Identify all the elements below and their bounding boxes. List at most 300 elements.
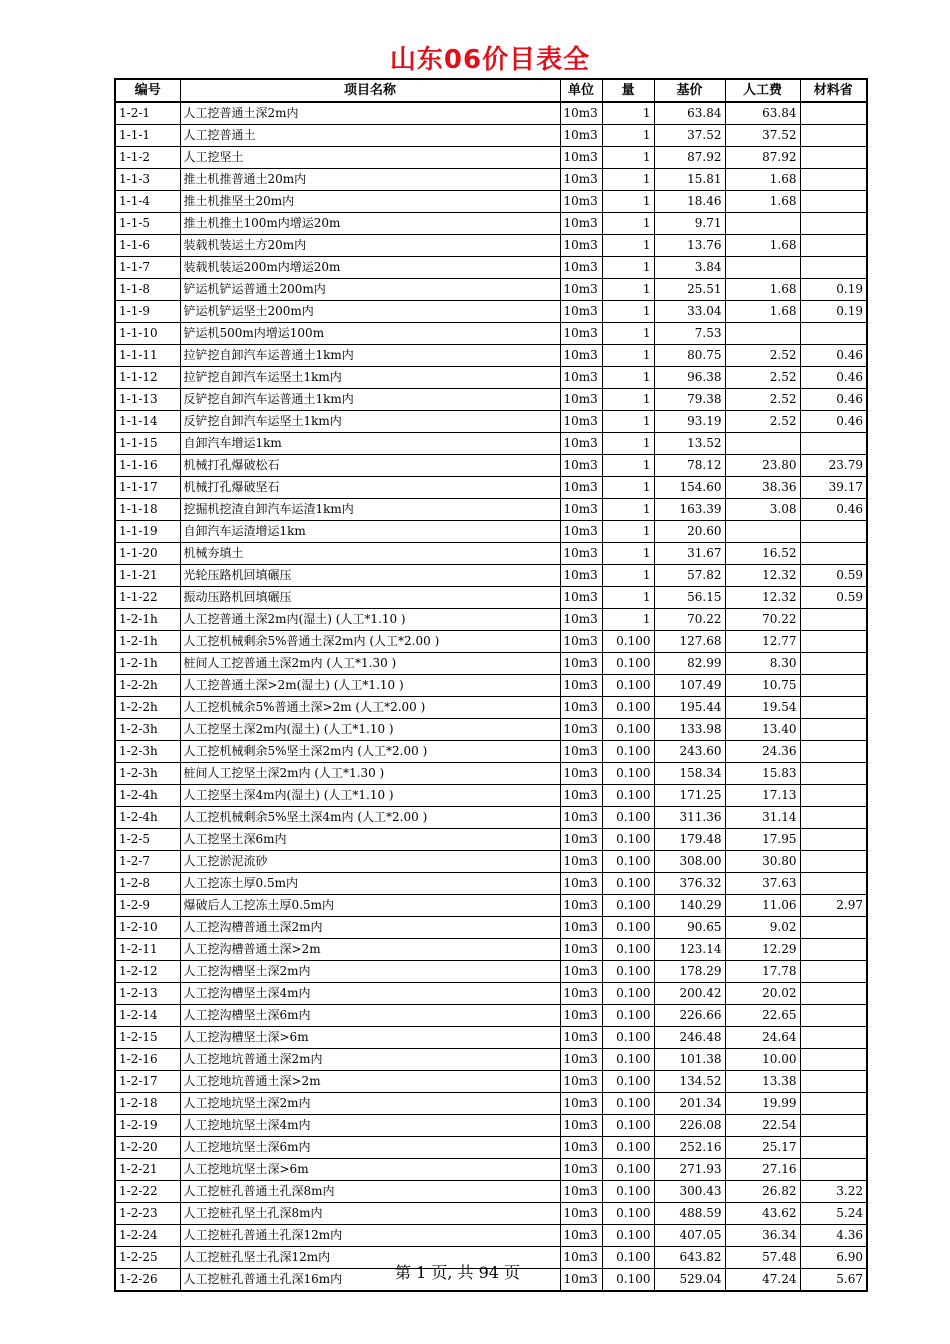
cell-quantity: 0.100 [602,939,654,961]
cell-base-price: 31.67 [654,543,725,565]
cell-base-price: 226.66 [654,1005,725,1027]
cell-base-price: 82.99 [654,653,725,675]
cell-code: 1-1-17 [115,477,180,499]
cell-material-cost [800,829,867,851]
cell-unit: 10m3 [560,807,602,829]
cell-material-cost [800,1005,867,1027]
cell-code: 1-1-9 [115,301,180,323]
cell-item-name: 铲运机500m内增运100m [180,323,560,345]
cell-item-name: 推土机推坚土20m内 [180,191,560,213]
cell-quantity: 0.100 [602,1005,654,1027]
table-row [115,807,867,829]
table-row [115,279,867,301]
table-row [115,851,867,873]
table-row [115,1093,867,1115]
cell-base-price: 134.52 [654,1071,725,1093]
cell-code: 1-2-21 [115,1159,180,1181]
cell-code: 1-1-20 [115,543,180,565]
cell-material-cost [800,719,867,741]
table-row [115,609,867,631]
cell-code: 1-2-10 [115,917,180,939]
cell-unit: 10m3 [560,851,602,873]
cell-quantity: 0.100 [602,1247,654,1269]
cell-base-price: 154.60 [654,477,725,499]
cell-labor-cost: 2.52 [725,367,800,389]
table-row [115,1071,867,1093]
table-row [115,565,867,587]
cell-item-name: 人工挖地坑坚土深2m内 [180,1093,560,1115]
cell-base-price: 488.59 [654,1203,725,1225]
cell-code: 1-2-15 [115,1027,180,1049]
cell-base-price: 300.43 [654,1181,725,1203]
cell-material-cost [800,917,867,939]
cell-item-name: 人工挖机械余5%普通土深>2m (人工*2.00 ) [180,697,560,719]
cell-material-cost [800,1137,867,1159]
table-row [115,741,867,763]
cell-base-price: 78.12 [654,455,725,477]
cell-quantity: 0.100 [602,917,654,939]
cell-material-cost [800,1027,867,1049]
cell-base-price: 252.16 [654,1137,725,1159]
cell-item-name: 人工挖沟槽坚土深4m内 [180,983,560,1005]
cell-unit: 10m3 [560,125,602,147]
cell-code: 1-1-11 [115,345,180,367]
cell-base-price: 140.29 [654,895,725,917]
cell-labor-cost: 57.48 [725,1247,800,1269]
cell-labor-cost: 9.02 [725,917,800,939]
cell-item-name: 爆破后人工挖冻土厚0.5m内 [180,895,560,917]
cell-material-cost [800,851,867,873]
table-row [115,543,867,565]
cell-labor-cost: 37.52 [725,125,800,147]
cell-base-price: 311.36 [654,807,725,829]
cell-labor-cost: 26.82 [725,1181,800,1203]
cell-unit: 10m3 [560,1115,602,1137]
cell-quantity: 0.100 [602,961,654,983]
cell-quantity: 1 [602,587,654,609]
page-footer: 第 1 页, 共 94 页 [395,1263,521,1282]
cell-quantity: 1 [602,455,654,477]
table-row [115,1247,867,1269]
cell-base-price: 63.84 [654,102,725,125]
cell-labor-cost: 13.38 [725,1071,800,1093]
table-row [115,213,867,235]
table-row [115,147,867,169]
cell-unit: 10m3 [560,521,602,543]
cell-code: 1-1-5 [115,213,180,235]
cell-item-name: 人工挖坚土 [180,147,560,169]
cell-quantity: 1 [602,433,654,455]
cell-labor-cost: 1.68 [725,169,800,191]
cell-labor-cost: 30.80 [725,851,800,873]
cell-unit: 10m3 [560,653,602,675]
cell-unit: 10m3 [560,1049,602,1071]
cell-labor-cost: 2.52 [725,345,800,367]
cell-code: 1-1-2 [115,147,180,169]
cell-item-name: 拉铲挖自卸汽车运坚土1km内 [180,367,560,389]
cell-code: 1-1-16 [115,455,180,477]
cell-quantity: 0.100 [602,829,654,851]
cell-base-price: 7.53 [654,323,725,345]
cell-code: 1-1-6 [115,235,180,257]
cell-item-name: 挖掘机挖渣自卸汽车运渣1km内 [180,499,560,521]
cell-base-price: 158.34 [654,763,725,785]
cell-material-cost: 0.46 [800,389,867,411]
cell-material-cost [800,213,867,235]
cell-quantity: 0.100 [602,807,654,829]
cell-quantity: 0.100 [602,1093,654,1115]
cell-unit: 10m3 [560,147,602,169]
cell-unit: 10m3 [560,411,602,433]
cell-base-price: 243.60 [654,741,725,763]
cell-material-cost [800,763,867,785]
cell-unit: 10m3 [560,763,602,785]
cell-code: 1-2-5 [115,829,180,851]
cell-unit: 10m3 [560,719,602,741]
cell-code: 1-2-4h [115,785,180,807]
cell-base-price: 101.38 [654,1049,725,1071]
cell-labor-cost [725,213,800,235]
cell-material-cost: 0.46 [800,345,867,367]
cell-quantity: 1 [602,323,654,345]
cell-unit: 10m3 [560,169,602,191]
cell-labor-cost: 22.65 [725,1005,800,1027]
cell-item-name: 人工挖坚土深6m内 [180,829,560,851]
cell-labor-cost: 87.92 [725,147,800,169]
table-row [115,125,867,147]
cell-material-cost [800,609,867,631]
cell-quantity: 0.100 [602,1027,654,1049]
cell-base-price: 20.60 [654,521,725,543]
cell-material-cost [800,807,867,829]
cell-base-price: 80.75 [654,345,725,367]
cell-code: 1-1-21 [115,565,180,587]
cell-code: 1-1-7 [115,257,180,279]
cell-material-cost [800,235,867,257]
cell-unit: 10m3 [560,213,602,235]
cell-item-name: 推土机推普通土20m内 [180,169,560,191]
cell-labor-cost: 36.34 [725,1225,800,1247]
cell-item-name: 人工挖地坑普通土深>2m [180,1071,560,1093]
cell-item-name: 桩间人工挖坚土深2m内 (人工*1.30 ) [180,763,560,785]
cell-quantity: 0.100 [602,653,654,675]
cell-material-cost [800,257,867,279]
cell-unit: 10m3 [560,983,602,1005]
cell-quantity: 1 [602,279,654,301]
cell-base-price: 13.52 [654,433,725,455]
cell-labor-cost: 24.36 [725,741,800,763]
cell-quantity: 1 [602,235,654,257]
cell-unit: 10m3 [560,565,602,587]
cell-base-price: 201.34 [654,1093,725,1115]
cell-labor-cost: 10.75 [725,675,800,697]
cell-item-name: 人工挖沟槽坚土深2m内 [180,961,560,983]
cell-unit: 10m3 [560,477,602,499]
cell-item-name: 人工挖桩孔坚土孔深8m内 [180,1203,560,1225]
cell-quantity: 0.100 [602,741,654,763]
cell-labor-cost: 1.68 [725,191,800,213]
cell-labor-cost: 22.54 [725,1115,800,1137]
cell-unit: 10m3 [560,235,602,257]
cell-item-name: 自卸汽车运渣增运1km [180,521,560,543]
cell-base-price: 56.15 [654,587,725,609]
cell-labor-cost: 12.29 [725,939,800,961]
cell-labor-cost [725,433,800,455]
cell-item-name: 人工挖普通土深2m内 [180,102,560,125]
cell-unit: 10m3 [560,1159,602,1181]
header-code: 编号 [115,79,180,102]
cell-item-name: 铲运机铲运坚土200m内 [180,301,560,323]
cell-unit: 10m3 [560,102,602,125]
cell-quantity: 0.100 [602,763,654,785]
cell-base-price: 407.05 [654,1225,725,1247]
table-row [115,521,867,543]
cell-code: 1-2-25 [115,1247,180,1269]
cell-code: 1-1-1 [115,125,180,147]
cell-material-cost: 0.59 [800,565,867,587]
cell-material-cost [800,1115,867,1137]
cell-quantity: 1 [602,213,654,235]
cell-code: 1-2-23 [115,1203,180,1225]
table-row [115,895,867,917]
table-row [115,367,867,389]
cell-code: 1-2-17 [115,1071,180,1093]
table-row [115,697,867,719]
table-row [115,1005,867,1027]
header-row [115,79,867,102]
cell-base-price: 200.42 [654,983,725,1005]
cell-labor-cost: 1.68 [725,301,800,323]
cell-material-cost: 5.24 [800,1203,867,1225]
cell-labor-cost: 47.24 [725,1269,800,1292]
cell-material-cost [800,1071,867,1093]
cell-unit: 10m3 [560,1027,602,1049]
cell-labor-cost: 13.40 [725,719,800,741]
cell-item-name: 铲运机铲运普通土200m内 [180,279,560,301]
cell-labor-cost: 24.64 [725,1027,800,1049]
cell-material-cost: 2.97 [800,895,867,917]
cell-material-cost [800,147,867,169]
cell-material-cost: 4.36 [800,1225,867,1247]
cell-base-price: 33.04 [654,301,725,323]
cell-quantity: 0.100 [602,1115,654,1137]
cell-base-price: 70.22 [654,609,725,631]
cell-code: 1-2-4h [115,807,180,829]
cell-code: 1-2-1h [115,631,180,653]
cell-unit: 10m3 [560,961,602,983]
cell-labor-cost: 2.52 [725,389,800,411]
cell-quantity: 1 [602,102,654,125]
cell-unit: 10m3 [560,1005,602,1027]
cell-material-cost: 23.79 [800,455,867,477]
cell-item-name: 人工挖机械剩余5%坚土深2m内 (人工*2.00 ) [180,741,560,763]
cell-unit: 10m3 [560,543,602,565]
cell-base-price: 195.44 [654,697,725,719]
cell-quantity: 1 [602,191,654,213]
cell-code: 1-2-16 [115,1049,180,1071]
cell-base-price: 96.38 [654,367,725,389]
cell-material-cost: 0.46 [800,499,867,521]
cell-base-price: 13.76 [654,235,725,257]
cell-item-name: 桩间人工挖普通土深2m内 (人工*1.30 ) [180,653,560,675]
cell-base-price: 123.14 [654,939,725,961]
header-material-cost: 材料省 [800,79,867,102]
cell-item-name: 人工挖普通土 [180,125,560,147]
cell-labor-cost: 15.83 [725,763,800,785]
cell-quantity: 0.100 [602,631,654,653]
cell-code: 1-1-15 [115,433,180,455]
cell-unit: 10m3 [560,697,602,719]
header-quantity: 量 [602,79,654,102]
cell-base-price: 87.92 [654,147,725,169]
cell-unit: 10m3 [560,499,602,521]
cell-unit: 10m3 [560,1225,602,1247]
cell-item-name: 拉铲挖自卸汽车运普通土1km内 [180,345,560,367]
cell-material-cost [800,653,867,675]
cell-unit: 10m3 [560,741,602,763]
table-row [115,455,867,477]
cell-item-name: 人工挖地坑坚土深>6m [180,1159,560,1181]
cell-item-name: 人工挖桩孔普通土孔深8m内 [180,1181,560,1203]
cell-code: 1-1-18 [115,499,180,521]
cell-base-price: 226.08 [654,1115,725,1137]
document-title: 山东06价目表全 [389,45,591,75]
cell-code: 1-2-13 [115,983,180,1005]
cell-quantity: 1 [602,543,654,565]
cell-unit: 10m3 [560,829,602,851]
cell-labor-cost: 1.68 [725,235,800,257]
cell-item-name: 人工挖普通土深>2m(湿土) (人工*1.10 ) [180,675,560,697]
cell-quantity: 0.100 [602,983,654,1005]
table-body [115,102,867,1291]
cell-unit: 10m3 [560,389,602,411]
cell-quantity: 0.100 [602,719,654,741]
cell-unit: 10m3 [560,367,602,389]
cell-item-name: 装载机装运200m内增运20m [180,257,560,279]
cell-base-price: 133.98 [654,719,725,741]
cell-material-cost: 0.59 [800,587,867,609]
cell-labor-cost: 25.17 [725,1137,800,1159]
cell-unit: 10m3 [560,191,602,213]
cell-labor-cost: 10.00 [725,1049,800,1071]
cell-item-name: 装载机装运土方20m内 [180,235,560,257]
cell-item-name: 人工挖沟槽普通土深>2m [180,939,560,961]
cell-unit: 10m3 [560,1137,602,1159]
cell-code: 1-2-1 [115,102,180,125]
table-row [115,477,867,499]
cell-item-name: 反铲挖自卸汽车运普通土1km内 [180,389,560,411]
cell-item-name: 人工挖地坑坚土深4m内 [180,1115,560,1137]
cell-unit: 10m3 [560,345,602,367]
cell-code: 1-2-3h [115,763,180,785]
cell-item-name: 人工挖淤泥流砂 [180,851,560,873]
cell-code: 1-2-2h [115,675,180,697]
table-row [115,1159,867,1181]
price-table [114,78,868,1292]
table-row [115,301,867,323]
cell-code: 1-1-19 [115,521,180,543]
table-row [115,785,867,807]
cell-labor-cost: 43.62 [725,1203,800,1225]
cell-labor-cost: 8.30 [725,653,800,675]
cell-base-price: 643.82 [654,1247,725,1269]
cell-material-cost: 0.19 [800,301,867,323]
table-row [115,1269,867,1292]
cell-quantity: 1 [602,411,654,433]
cell-labor-cost: 70.22 [725,609,800,631]
cell-labor-cost: 38.36 [725,477,800,499]
table-row [115,983,867,1005]
cell-code: 1-2-8 [115,873,180,895]
cell-base-price: 57.82 [654,565,725,587]
cell-material-cost: 5.67 [800,1269,867,1292]
cell-quantity: 0.100 [602,1071,654,1093]
cell-item-name: 人工挖桩孔普通土孔深16m内 [180,1269,560,1292]
cell-code: 1-2-11 [115,939,180,961]
cell-unit: 10m3 [560,873,602,895]
cell-unit: 10m3 [560,1203,602,1225]
cell-quantity: 0.100 [602,873,654,895]
cell-labor-cost: 17.13 [725,785,800,807]
cell-labor-cost: 17.95 [725,829,800,851]
header-base-price: 基价 [654,79,725,102]
cell-material-cost [800,543,867,565]
cell-labor-cost [725,323,800,345]
cell-quantity: 1 [602,499,654,521]
cell-item-name: 反铲挖自卸汽车运坚土1km内 [180,411,560,433]
cell-item-name: 人工挖沟槽坚土深6m内 [180,1005,560,1027]
cell-item-name: 人工挖桩孔普通土孔深12m内 [180,1225,560,1247]
cell-unit: 10m3 [560,917,602,939]
cell-material-cost [800,169,867,191]
table-row [115,675,867,697]
cell-material-cost [800,521,867,543]
cell-unit: 10m3 [560,1269,602,1292]
cell-unit: 10m3 [560,257,602,279]
table-row [115,1115,867,1137]
cell-quantity: 0.100 [602,895,654,917]
cell-quantity: 1 [602,477,654,499]
cell-base-price: 25.51 [654,279,725,301]
cell-labor-cost: 12.32 [725,565,800,587]
cell-quantity: 0.100 [602,1137,654,1159]
table-row [115,631,867,653]
table-row [115,257,867,279]
cell-quantity: 1 [602,345,654,367]
cell-labor-cost: 37.63 [725,873,800,895]
cell-code: 1-2-2h [115,697,180,719]
cell-quantity: 0.100 [602,1159,654,1181]
cell-material-cost [800,1049,867,1071]
cell-item-name: 人工挖地坑坚土深6m内 [180,1137,560,1159]
cell-material-cost [800,675,867,697]
cell-material-cost: 39.17 [800,477,867,499]
cell-quantity: 0.100 [602,1181,654,1203]
cell-item-name: 机械夯填土 [180,543,560,565]
cell-code: 1-2-18 [115,1093,180,1115]
cell-material-cost [800,961,867,983]
table-row [115,873,867,895]
cell-code: 1-2-26 [115,1269,180,1292]
cell-item-name: 人工挖桩孔坚土孔深12m内 [180,1247,560,1269]
table-row [115,191,867,213]
cell-unit: 10m3 [560,1071,602,1093]
cell-material-cost [800,191,867,213]
cell-base-price: 376.32 [654,873,725,895]
cell-base-price: 127.68 [654,631,725,653]
cell-quantity: 0.100 [602,785,654,807]
cell-labor-cost: 12.32 [725,587,800,609]
